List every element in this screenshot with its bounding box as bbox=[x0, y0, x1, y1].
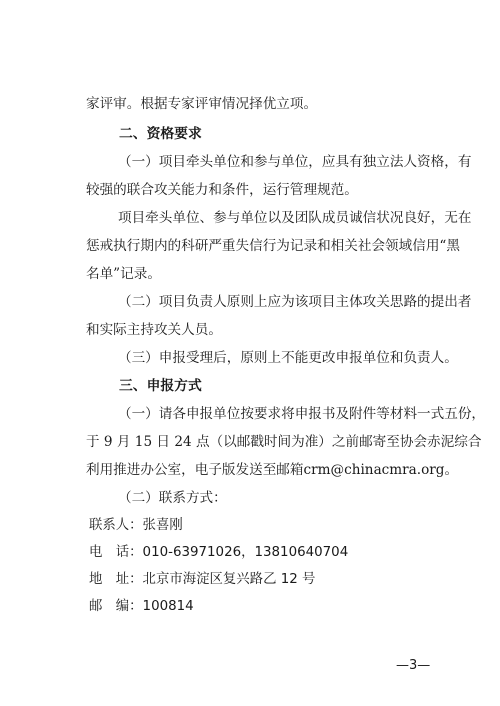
qualification-p2-line1: 项目牵头单位、参与单位以及团队成员诚信状况良好，无在 bbox=[118, 210, 472, 226]
section-title-method: 三、申报方式 bbox=[119, 378, 202, 394]
page-number: —3— bbox=[396, 658, 431, 673]
qualification-p3-line1: （二）项目负责人原则上应为该项目主体攻关思路的提出者 bbox=[118, 294, 472, 310]
contact-person: 联系人：张喜刚 bbox=[89, 518, 183, 533]
qualification-p2-line2: 惩戒执行期内的科研严重失信行为记录和相关社会领域信用“黑 bbox=[86, 238, 460, 254]
qualification-p2-line3: 名单”记录。 bbox=[86, 266, 161, 282]
method-p1-line3: 利用推进办公室，电子版发送至邮箱crm@chinacmra.org。 bbox=[86, 462, 459, 478]
qualification-p1-line1: （一）项目牵头单位和参与单位，应具有独立法人资格，有 bbox=[118, 154, 472, 170]
contact-postcode: 邮 编：100814 bbox=[89, 599, 194, 614]
contact-address: 地 址：北京市海淀区复兴路乙 12 号 bbox=[89, 572, 316, 587]
method-p1-line1: （一）请各申报单位按要求将申报书及附件等材料一式五份， bbox=[118, 406, 486, 422]
qualification-p3-line2: 和实际主持攻关人员。 bbox=[86, 322, 222, 338]
method-p2-line1: （二）联系方式： bbox=[118, 490, 227, 506]
method-p1-line2: 于 9 月 15 日 24 点（以邮戳时间为准）之前邮寄至协会赤泥综合 bbox=[86, 434, 482, 450]
section-title-qualification: 二、资格要求 bbox=[119, 126, 202, 142]
qualification-p1-line2: 较强的联合攻关能力和条件，运行管理规范。 bbox=[86, 182, 358, 198]
contact-phone: 电 话：010-63971026，13810640704 bbox=[89, 545, 349, 560]
qualification-p4-line1: （三）申报受理后，原则上不能更改申报单位和负责人。 bbox=[118, 350, 458, 366]
intro-tail-text: 家评审。根据专家评审情况择优立项。 bbox=[86, 96, 318, 112]
